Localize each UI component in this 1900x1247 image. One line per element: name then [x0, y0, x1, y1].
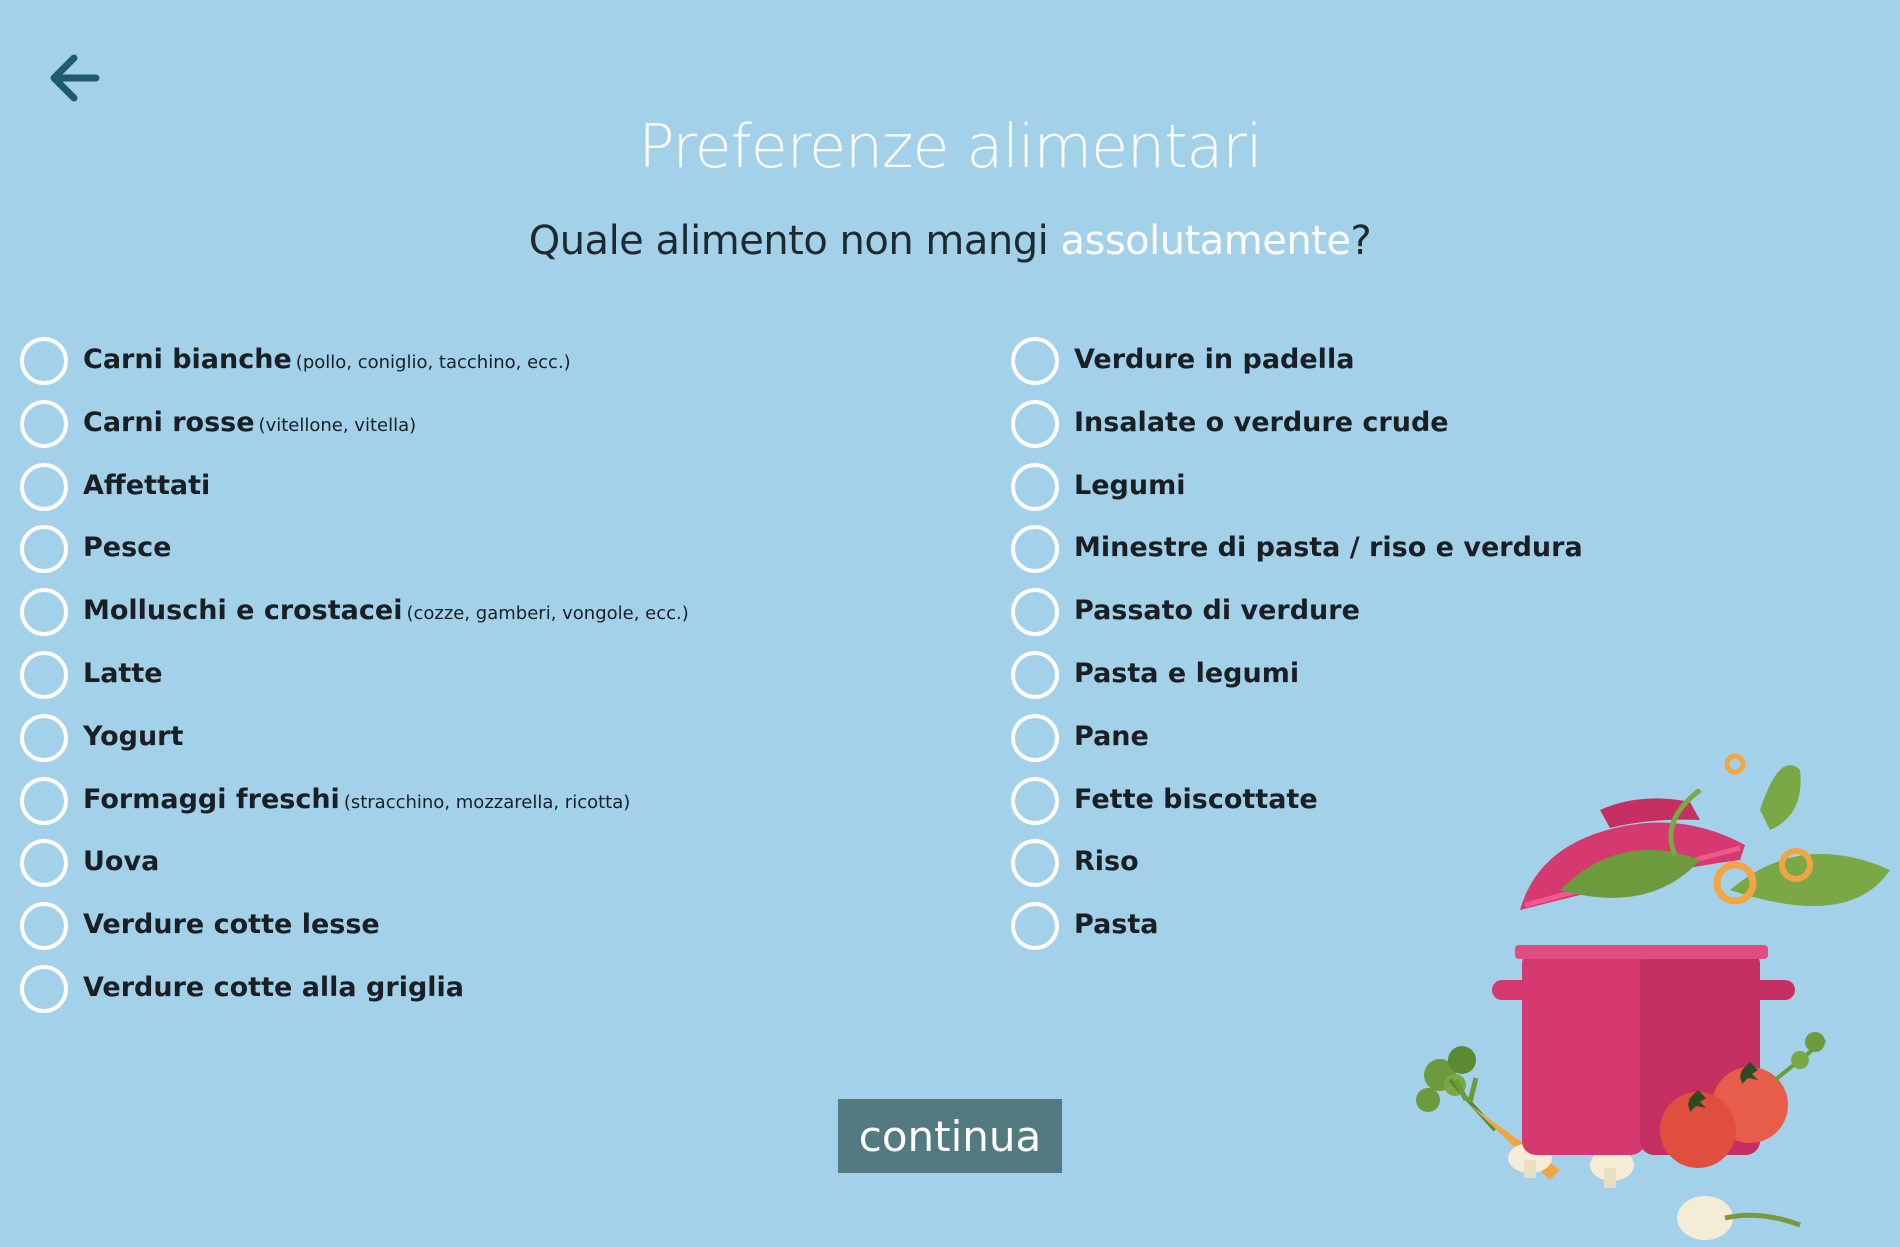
- radio-button[interactable]: [1011, 337, 1059, 385]
- radio-button[interactable]: [20, 965, 68, 1013]
- option-label: Pane: [1074, 720, 1149, 752]
- arrow-left-icon: [44, 48, 104, 108]
- option-label: Pasta: [1074, 909, 1159, 941]
- radio-button[interactable]: [20, 777, 68, 825]
- option-label: Fette biscottate: [1074, 783, 1318, 815]
- radio-button[interactable]: [20, 400, 68, 448]
- options-left-column: [20, 337, 689, 1028]
- radio-button[interactable]: [1011, 651, 1059, 699]
- option-passato-di-verdure[interactable]: [1011, 588, 1583, 651]
- option-label: Carni bianche: [83, 344, 292, 375]
- radio-button[interactable]: [20, 463, 68, 511]
- option-note: (vitellone, vitella): [258, 414, 417, 436]
- option-note: (cozze, gamberi, vongole, ecc.): [406, 603, 689, 625]
- radio-button[interactable]: [1011, 525, 1059, 573]
- option-label: Yogurt: [83, 720, 184, 752]
- radio-button[interactable]: [1011, 714, 1059, 762]
- question-suffix: ?: [1350, 218, 1372, 264]
- radio-button[interactable]: [20, 525, 68, 573]
- option-label: Legumi: [1074, 469, 1186, 501]
- question-prefix: Quale alimento non mangi: [528, 218, 1061, 264]
- option-yogurt[interactable]: [20, 714, 689, 777]
- radio-button[interactable]: [20, 839, 68, 887]
- option-label: Verdure cotte lesse: [83, 909, 380, 941]
- option-label: Minestre di pasta / riso e verdura: [1074, 532, 1583, 564]
- page-title: Preferenze alimentari: [638, 112, 1262, 182]
- option-latte[interactable]: [20, 651, 689, 714]
- radio-button[interactable]: [20, 714, 68, 762]
- option-insalate[interactable]: [1011, 400, 1583, 463]
- radio-button[interactable]: [1011, 588, 1059, 636]
- option-label: Insalate o verdure crude: [1074, 406, 1449, 438]
- option-affettati[interactable]: [20, 463, 689, 526]
- radio-button[interactable]: [1011, 902, 1059, 950]
- radio-button[interactable]: [20, 588, 68, 636]
- option-label: Verdure in padella: [1074, 344, 1355, 375]
- option-carni-bianche[interactable]: [20, 337, 689, 400]
- question-text: [0, 218, 1900, 264]
- option-label: Uova: [83, 846, 160, 878]
- option-note: (pollo, coniglio, tacchino, ecc.): [295, 352, 571, 373]
- radio-button[interactable]: [20, 902, 68, 950]
- option-label: Latte: [83, 657, 163, 689]
- radio-button[interactable]: [20, 651, 68, 699]
- radio-button[interactable]: [1011, 777, 1059, 825]
- radio-button[interactable]: [1011, 400, 1059, 448]
- back-button[interactable]: [44, 48, 104, 108]
- onion-icon: [1677, 1196, 1800, 1240]
- option-uova[interactable]: [20, 839, 689, 902]
- option-verdure-cotte-lesse[interactable]: [20, 902, 689, 965]
- option-verdure-in-padella[interactable]: [1011, 337, 1583, 400]
- option-carni-rosse[interactable]: [20, 400, 689, 463]
- option-molluschi-crostacei[interactable]: [20, 588, 689, 651]
- parsley-icon: [1416, 1046, 1495, 1130]
- herb-sprig-icon: [1775, 1032, 1825, 1080]
- cooking-pot-illustration: [1400, 740, 1900, 1247]
- option-pesce[interactable]: [20, 525, 689, 588]
- option-note: (stracchino, mozzarella, ricotta): [343, 791, 631, 813]
- option-label: Verdure cotte alla griglia: [83, 971, 465, 1003]
- option-label: Formaggi freschi: [83, 783, 340, 815]
- option-pasta-e-legumi[interactable]: [1011, 651, 1583, 714]
- option-label: Molluschi e crostacei: [83, 595, 403, 627]
- option-label: Pesce: [83, 532, 172, 564]
- option-formaggi-freschi[interactable]: [20, 777, 689, 840]
- option-label: Affettati: [83, 469, 211, 501]
- radio-button[interactable]: [20, 337, 68, 385]
- option-label: Pasta e legumi: [1074, 657, 1300, 689]
- option-legumi[interactable]: [1011, 463, 1583, 526]
- option-minestre[interactable]: [1011, 525, 1583, 588]
- radio-button[interactable]: [1011, 463, 1059, 511]
- option-verdure-cotte-griglia[interactable]: [20, 965, 689, 1028]
- continue-button[interactable]: continua: [838, 1099, 1062, 1173]
- option-label: Passato di verdure: [1074, 595, 1360, 627]
- radio-button[interactable]: [1011, 839, 1059, 887]
- question-highlight: assolutamente: [1060, 218, 1351, 264]
- option-label: Riso: [1074, 846, 1139, 878]
- option-label: Carni rosse: [83, 406, 255, 438]
